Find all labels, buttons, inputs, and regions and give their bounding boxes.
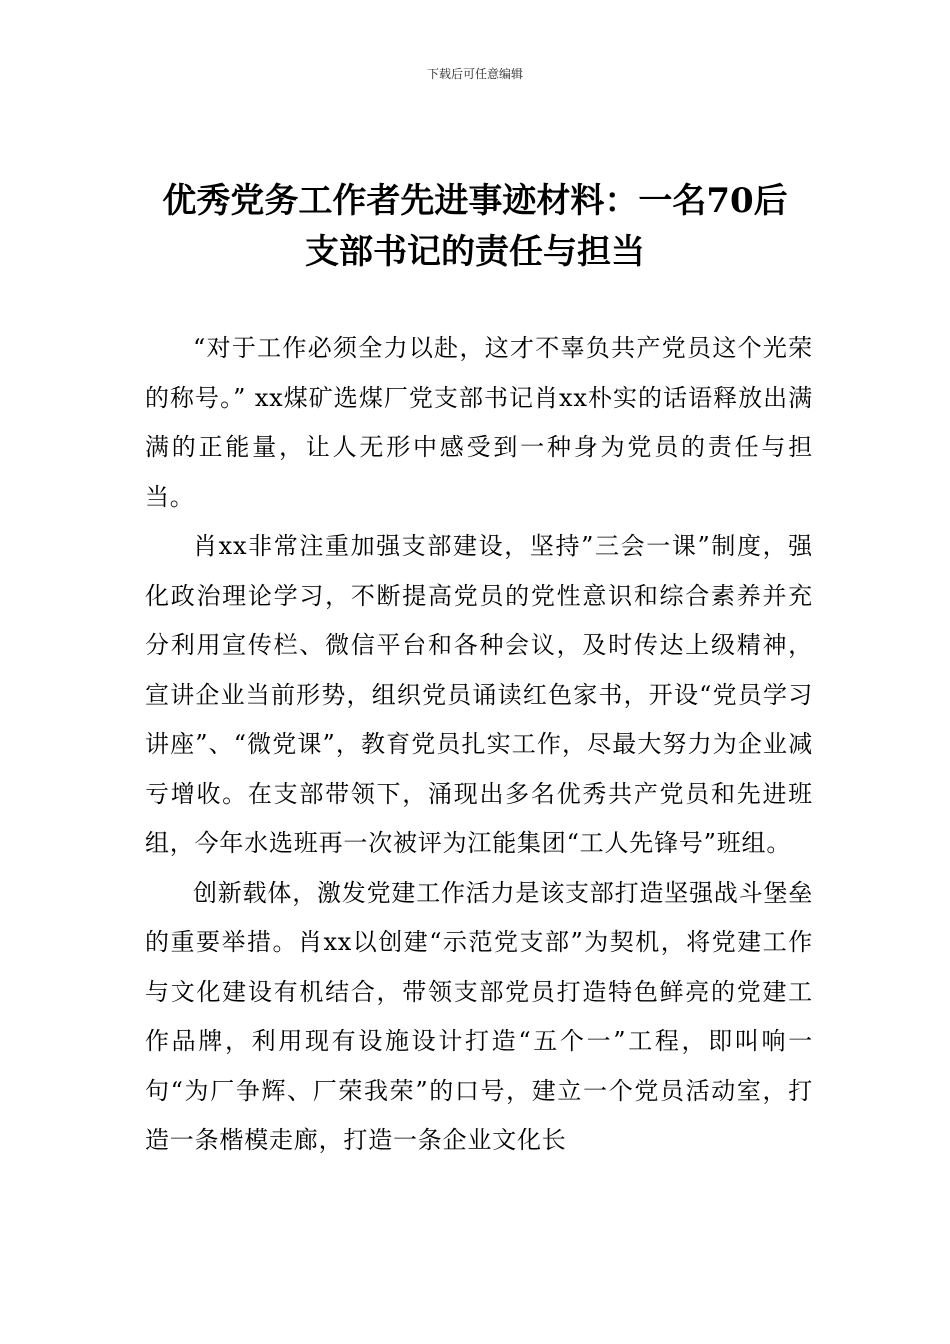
document-title-line-1: 优秀党务工作者先进事迹材料：一名70后 [162,181,788,221]
body-paragraph-2: 肖xx非常注重加强支部建设，坚持”三会一课”制度，强化政治理论学习，不断提高党员的党性意识和综合素养并充分利用宣传栏、微信平台和各种会议，及时传达上级精神，宣讲企业当前形势，组织党员诵读红色家书，开设“党员学习讲座”、“微党课”，教育党员扎实工作，尽最大努力为企业减亏增收。在支部带领下，涌现出多名优秀共产党员和先进班组，今年水选班再一次被评为江能集团“工人先锋号”班组。 [145,532,813,857]
document-body [145,324,813,1166]
body-paragraph-3: 创新载体，激发党建工作活力是该支部打造坚强战斗堡垒的重要举措。肖xx以创建“示范党支部”为契机，将党建工作与文化建设有机结合，带领支部党员打造特色鲜亮的党建工作品牌，利用现有设施设计打造“五个一”工程，即叫响一句“为厂争辉、厂荣我荣”的口号，建立一个党员活动室，打造一条楷模走廊，打造一条企业文化长 [145,878,813,1154]
document-title-line-2: 支部书记的责任与担当 [305,232,645,272]
body-paragraph-1: “对于工作必须全力以赴，这才不辜负共产党员这个光荣的称号。” xx煤矿选煤厂党支部书记肖xx朴实的话语释放出满满的正能量，让人无形中感受到一种身为党员的责任与担当。 [145,334,813,511]
document-title [120,176,830,278]
header-note: 下载后可任意编辑 [426,67,523,81]
